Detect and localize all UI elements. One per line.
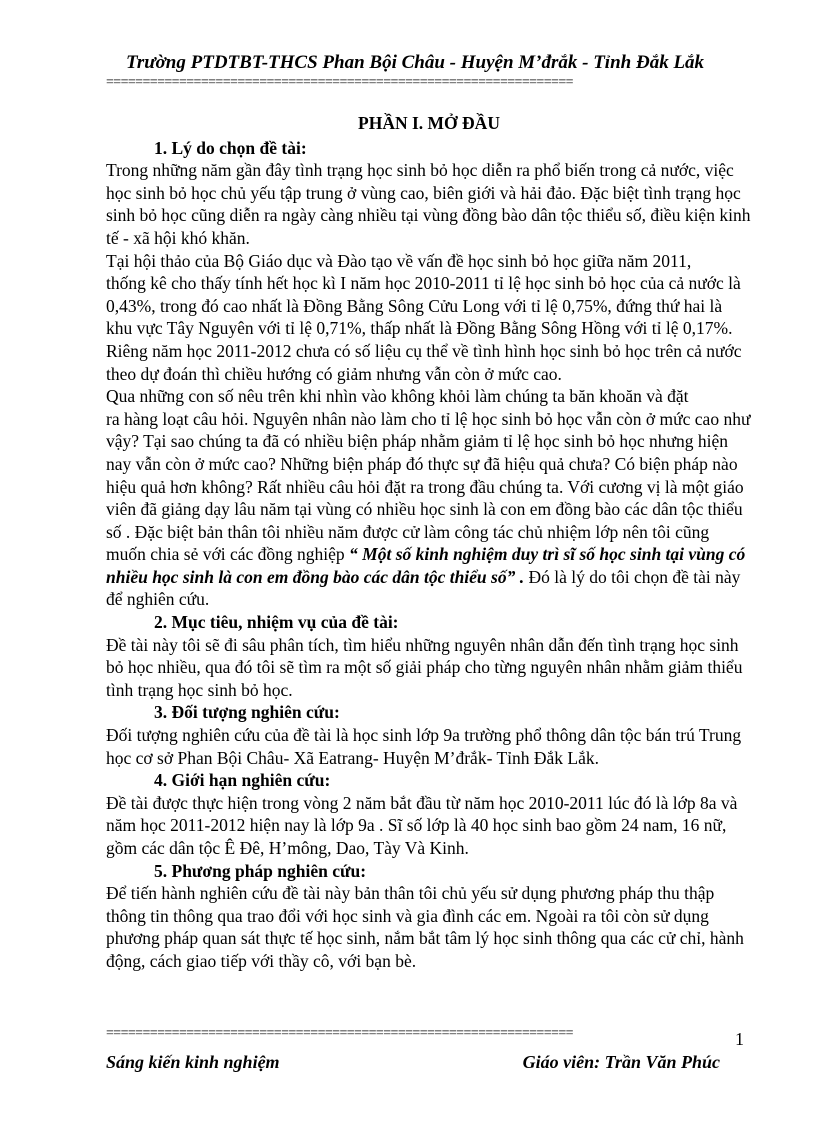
footer-document-type: Sáng kiến kinh nghiệm	[106, 1052, 280, 1072]
header-rule: ================================================================	[106, 76, 573, 90]
section-3-paragraph: Đối tượng nghiên cứu của đề tài là học sinh lớp 9a trường phổ thông dân tộc bán trú Trung học cơ sở Phan Bội Châu- Xã Eatrang- Huyện M’đrắk- Tỉnh Đắk Lắk.	[106, 725, 742, 768]
page-number: 1	[735, 1029, 744, 1049]
paragraph-3-first-line: Qua những con số nêu trên khi nhìn vào không khỏi làm chúng ta băn khoăn và đặt	[106, 386, 689, 407]
section-1-paragraph-3	[106, 385, 752, 611]
document-body	[106, 110, 752, 973]
paragraph-3-end: Đó là lý do tôi chọn đề tài này để nghiên cứu.	[106, 566, 741, 610]
paragraph-2-rest: thống kê cho thấy tính hết học kì I năm học 2010-2011 tỉ lệ học sinh bỏ học của cả nước là 0,43%, trong đó cao nhất là Đồng Bằng Sông Cửu Long với tỉ lệ 0,75%, đứng thứ hai là khu vực Tây Nguyên với tỉ lệ 0,71%, thấp nhất là Đồng Bằng Sông Hồng với tỉ lệ 0,17%. Riêng năm học 2011-2012 chưa có số liệu cụ thể về tình hình học sinh bỏ học trên cả nước theo dự đoán thì chiều hướng có giảm nhưng vẫn còn ở mức cao.	[106, 273, 742, 384]
research-topic-title: “ Một số kinh nghiệm duy trì sĩ số học sinh tại vùng có nhiều học sinh là con em đồng bào các dân tộc thiểu số” .	[106, 544, 746, 587]
section-1-paragraph-2	[106, 250, 752, 386]
paragraph-3-rest: ra hàng loạt câu hỏi. Nguyên nhân nào làm cho tỉ lệ học sinh bỏ học vẫn còn ở mức cao như vậy? Tại sao chúng ta đã có nhiều biện pháp nhằm giảm tỉ lệ học sinh bỏ học nhưng hiện nay vẫn còn ở mức cao? Những biện pháp đó thực sự đã hiệu quả chưa? Có biện pháp nào hiệu quả hơn không? Rất nhiều câu hỏi đặt ra trong đầu chúng ta. Với cương vị là một giáo viên đã giảng dạy lâu năm tại vùng có nhiều học sinh là con em đồng bào các dân tộc thiểu số . Đặc biệt bản thân tôi nhiều năm được cử làm công tác chủ nhiệm lớp nên tôi cũng muốn chia sẻ với các đồng nghiệp	[106, 408, 751, 565]
section-3-heading: 3. Đối tượng nghiên cứu:	[154, 702, 340, 723]
page-header: Trường PTDTBT-THCS Phan Bội Châu - Huyện M’đrắk - Tỉnh Đắk Lắk	[125, 52, 705, 73]
footer-rule: ================================================================	[106, 1027, 573, 1041]
part-title: PHẦN I. MỞ ĐẦU	[358, 113, 500, 133]
section-5-paragraph: Để tiến hành nghiên cứu đề tài này bản thân tôi chủ yếu sử dụng phương pháp thu thập thông tin thông qua trao đổi với học sinh và gia đình các em. Ngoài ra tôi còn sử dụng phương pháp quan sát thực tế học sinh, nắm bắt tâm lý học sinh thông qua các cử chỉ, hành động, cách giao tiếp với thầy cô, với bạn bè.	[106, 883, 744, 971]
footer-teacher-name: Giáo viên: Trần Văn Phúc	[522, 1052, 720, 1072]
section-5-heading: 5. Phương pháp nghiên cứu:	[154, 860, 367, 881]
section-4-heading: 4. Giới hạn nghiên cứu:	[154, 770, 331, 791]
section-1-heading: 1. Lý do chọn đề tài:	[154, 137, 307, 158]
section-4-paragraph: Đề tài được thực hiện trong vòng 2 năm bắt đầu từ năm học 2010-2011 lúc đó là lớp 8a và năm học 2011-2012 hiện nay là lớp 9a . Sĩ số lớp là 40 học sinh bao gồm 24 nam, 16 nữ, gồm các dân tộc Ê Đê, H’mông, Dao, Tày Và Kinh.	[106, 792, 738, 858]
section-1-paragraph-1: Trong những năm gần đây tình trạng học sinh bỏ học diễn ra phổ biến trong cả nước, việc học sinh bỏ học chủ yếu tập trung ở vùng cao, biên giới và hải đảo. Đặc biệt tình trạng học sinh bỏ học cũng diễn ra ngày càng nhiều tại vùng đồng bào dân tộc thiểu số, điều kiện kinh tế - xã hội khó khăn.	[106, 160, 751, 248]
section-2-paragraph: Đề tài này tôi sẽ đi sâu phân tích, tìm hiểu những nguyên nhân dẫn đến tình trạng học sinh bỏ học nhiều, qua đó tôi sẽ tìm ra một số giải pháp cho từng nguyên nhân nhằm giảm thiểu tình trạng học sinh bỏ học.	[106, 634, 743, 700]
section-2-heading: 2. Mục tiêu, nhiệm vụ của đề tài:	[154, 612, 399, 633]
paragraph-2-first-line: Tại hội thảo của Bộ Giáo dục và Đào tạo về vấn đề học sinh bỏ học giữa năm 2011,	[106, 250, 692, 271]
